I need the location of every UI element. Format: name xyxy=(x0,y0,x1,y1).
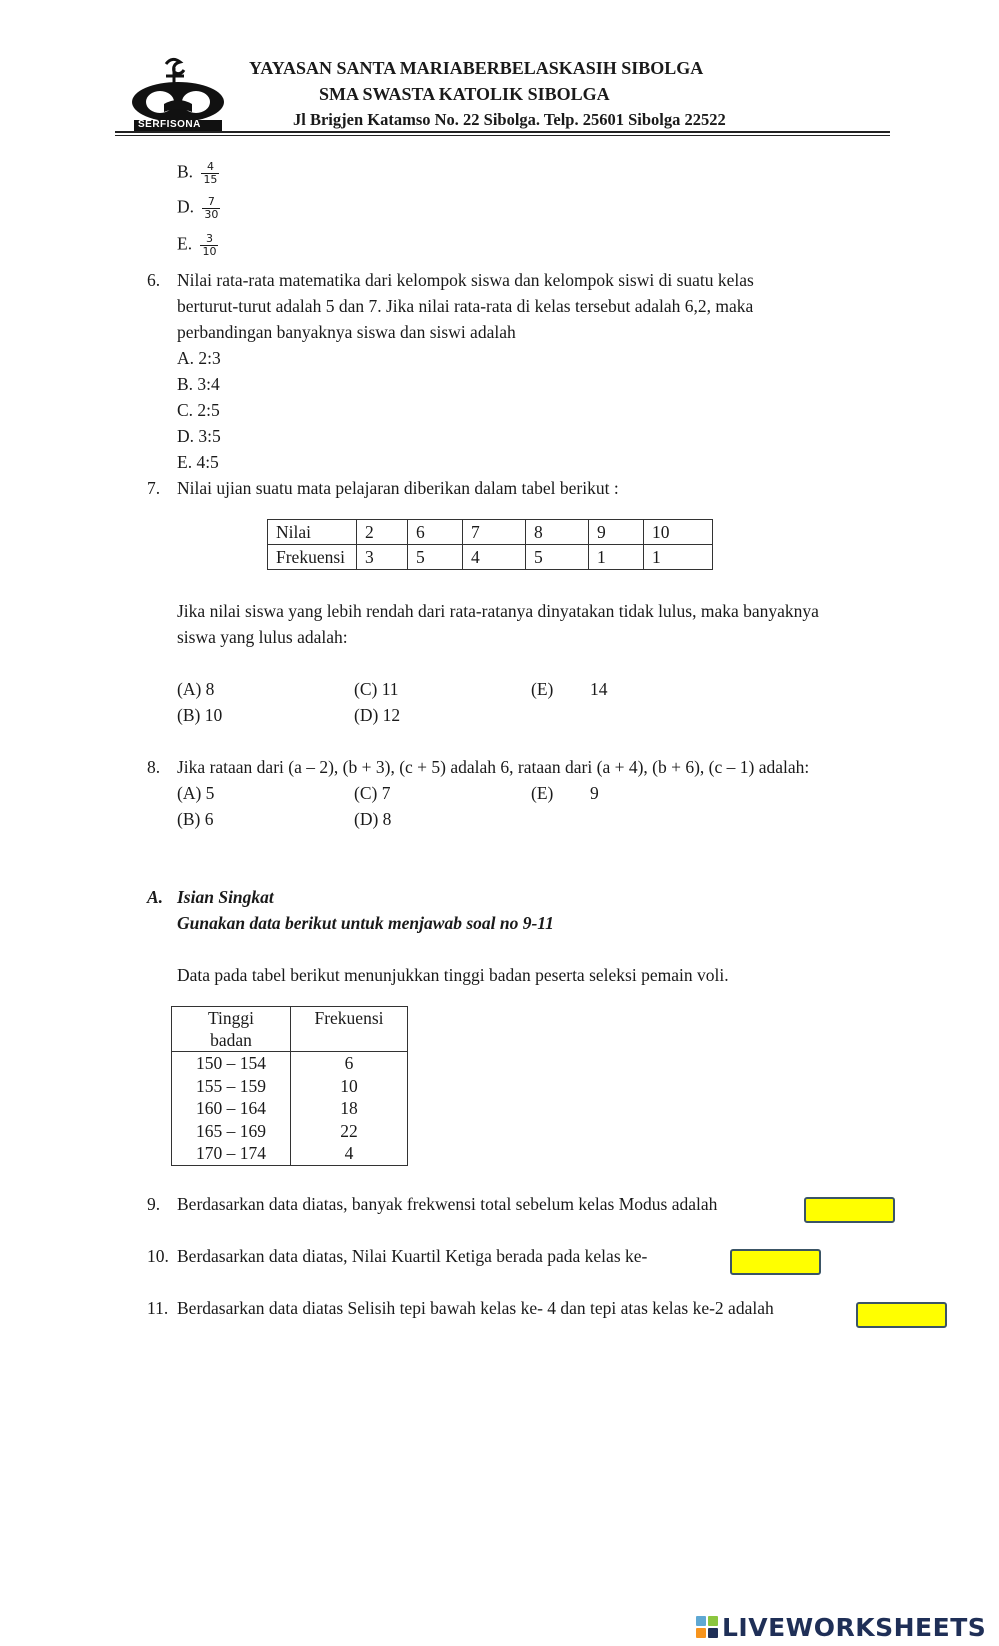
q6-text-line1: Nilai rata-rata matematika dari kelompok siswa dan kelompok siswi di suatu kelas xyxy=(177,270,754,290)
table-cell: Frekuensi xyxy=(268,545,357,570)
q7-option-b: (B) 10 xyxy=(177,705,223,725)
q9-answer-input[interactable] xyxy=(804,1197,895,1223)
q6-option-b: B. 3:4 xyxy=(177,374,220,394)
q8-option-b: (B) 6 xyxy=(177,809,214,829)
q10-answer-input[interactable] xyxy=(730,1249,821,1275)
denominator: 10 xyxy=(202,245,217,258)
brand-tiles-icon xyxy=(696,1616,718,1638)
section-subtitle: Gunakan data berikut untuk menjawab soal no 9-11 xyxy=(177,913,554,933)
denominator: 15 xyxy=(203,173,218,186)
q6-option-c: C. 2:5 xyxy=(177,400,220,420)
q8-option-e-value: 9 xyxy=(590,783,599,803)
brand-text: LIVEWORKSHEETS xyxy=(722,1612,987,1642)
numerator: 7 xyxy=(207,195,215,208)
table-cell: 2 xyxy=(357,520,408,545)
header-rule-thin xyxy=(115,135,890,136)
q11-number: 11. xyxy=(147,1298,169,1318)
brand-tile xyxy=(708,1628,718,1638)
fraction xyxy=(202,196,220,221)
table-cell: 150 – 154 xyxy=(172,1052,291,1075)
fraction xyxy=(200,233,218,258)
q6-option-e: E. 4:5 xyxy=(177,452,219,472)
table-cell: 4 xyxy=(291,1142,408,1165)
q6-text-line2: berturut-turut adalah 5 dan 7. Jika nilai rata-rata di kelas tersebut adalah 6,2, maka xyxy=(177,296,754,316)
table-cell: 7 xyxy=(463,520,526,545)
q7-option-a: (A) 8 xyxy=(177,679,215,699)
q6-text-line3: perbandingan banyaknya siswa dan siswi adalah xyxy=(177,322,516,342)
table-cell: 160 – 164 xyxy=(172,1097,291,1120)
option-label: E. xyxy=(177,233,193,254)
table-row xyxy=(172,1142,408,1165)
table-cell: 1 xyxy=(589,545,644,570)
option-label: B. xyxy=(177,161,194,182)
table-cell: 170 – 174 xyxy=(172,1142,291,1165)
table-cell: 165 – 169 xyxy=(172,1120,291,1143)
header-rule xyxy=(115,131,890,133)
table-cell: 9 xyxy=(589,520,644,545)
table-cell: 10 xyxy=(644,520,713,545)
section-title: Isian Singkat xyxy=(177,887,274,907)
school-logo xyxy=(128,56,228,134)
brand-tile xyxy=(696,1628,706,1638)
q11-text: Berdasarkan data diatas Selisih tepi bawah kelas ke- 4 dan tepi atas kelas ke-2 adalah xyxy=(177,1298,774,1318)
table-row xyxy=(172,1052,408,1075)
q8-option-a: (A) 5 xyxy=(177,783,215,803)
table-row xyxy=(172,1120,408,1143)
table-cell: 3 xyxy=(357,545,408,570)
fraction xyxy=(201,161,219,186)
brand-tile xyxy=(696,1616,706,1626)
table-row xyxy=(268,520,713,545)
q10-number: 10. xyxy=(147,1246,169,1266)
table-cell: 18 xyxy=(291,1097,408,1120)
q5-option-b xyxy=(177,161,219,186)
numerator: 3 xyxy=(205,232,213,245)
table-row xyxy=(172,1075,408,1098)
q7-followup-line2: siswa yang lulus adalah: xyxy=(177,627,348,647)
q6-number: 6. xyxy=(147,270,161,290)
q8-option-c: (C) 7 xyxy=(354,783,391,803)
q8-option-e-label: (E) xyxy=(531,783,554,803)
logo-text: SERFISONA xyxy=(138,119,201,130)
table-header-row xyxy=(172,1007,408,1052)
table-cell: 6 xyxy=(291,1052,408,1075)
q8-number: 8. xyxy=(147,757,161,777)
numerator: 4 xyxy=(206,160,214,173)
table-cell: 10 xyxy=(291,1075,408,1098)
table-cell: 8 xyxy=(526,520,589,545)
q7-option-e-value: 14 xyxy=(590,679,608,699)
table-cell: 5 xyxy=(408,545,463,570)
header-foundation: YAYASAN SANTA MARIABERBELASKASIH SIBOLGA xyxy=(249,58,704,78)
q8-text: Jika rataan dari (a – 2), (b + 3), (c + 5) adalah 6, rataan dari (a + 4), (b + 6), (c – 1) adalah: xyxy=(177,757,810,777)
denominator: 30 xyxy=(204,208,219,221)
score-frequency-table xyxy=(267,519,713,570)
q5-option-d xyxy=(177,196,220,221)
table-cell: 1 xyxy=(644,545,713,570)
table-cell: 6 xyxy=(408,520,463,545)
table-cell: 5 xyxy=(526,545,589,570)
table-cell: 22 xyxy=(291,1120,408,1143)
q11-answer-input[interactable] xyxy=(856,1302,947,1328)
q7-option-e-label: (E) xyxy=(531,679,554,699)
table-cell: Nilai xyxy=(268,520,357,545)
section-letter: A. xyxy=(147,887,164,907)
table-row xyxy=(172,1097,408,1120)
table-row xyxy=(268,545,713,570)
table-cell: 155 – 159 xyxy=(172,1075,291,1098)
q7-text: Nilai ujian suatu mata pelajaran diberikan dalam tabel berikut : xyxy=(177,478,619,498)
option-label: D. xyxy=(177,196,195,217)
table-cell: 4 xyxy=(463,545,526,570)
q5-option-e xyxy=(177,233,218,258)
height-frequency-table xyxy=(171,1006,408,1166)
liveworksheets-logo[interactable] xyxy=(696,1612,986,1642)
header-height-line2: badan xyxy=(210,1030,252,1050)
q9-text: Berdasarkan data diatas, banyak frekwensi total sebelum kelas Modus adalah xyxy=(177,1194,718,1214)
header-school: SMA SWASTA KATOLIK SIBOLGA xyxy=(319,84,610,104)
brand-tile xyxy=(708,1616,718,1626)
q7-number: 7. xyxy=(147,478,161,498)
q8-option-d: (D) 8 xyxy=(354,809,392,829)
q7-followup-line1: Jika nilai siswa yang lebih rendah dari rata-ratanya dinyatakan tidak lulus, maka banyaknya xyxy=(177,601,819,621)
q9-number: 9. xyxy=(147,1194,161,1214)
header-height xyxy=(172,1007,291,1052)
header-address: Jl Brigjen Katamso No. 22 Sibolga. Telp. 25601 Sibolga 22522 xyxy=(293,110,726,129)
q6-option-a: A. 2:3 xyxy=(177,348,221,368)
q7-option-d: (D) 12 xyxy=(354,705,401,725)
header-frequency: Frekuensi xyxy=(291,1007,408,1052)
q10-text: Berdasarkan data diatas, Nilai Kuartil Ketiga berada pada kelas ke- xyxy=(177,1246,648,1266)
q6-option-d: D. 3:5 xyxy=(177,426,221,446)
section-intro: Data pada tabel berikut menunjukkan tinggi badan peserta seleksi pemain voli. xyxy=(177,965,729,985)
header-height-line1: Tinggi xyxy=(207,1008,255,1028)
q7-option-c: (C) 11 xyxy=(354,679,399,699)
